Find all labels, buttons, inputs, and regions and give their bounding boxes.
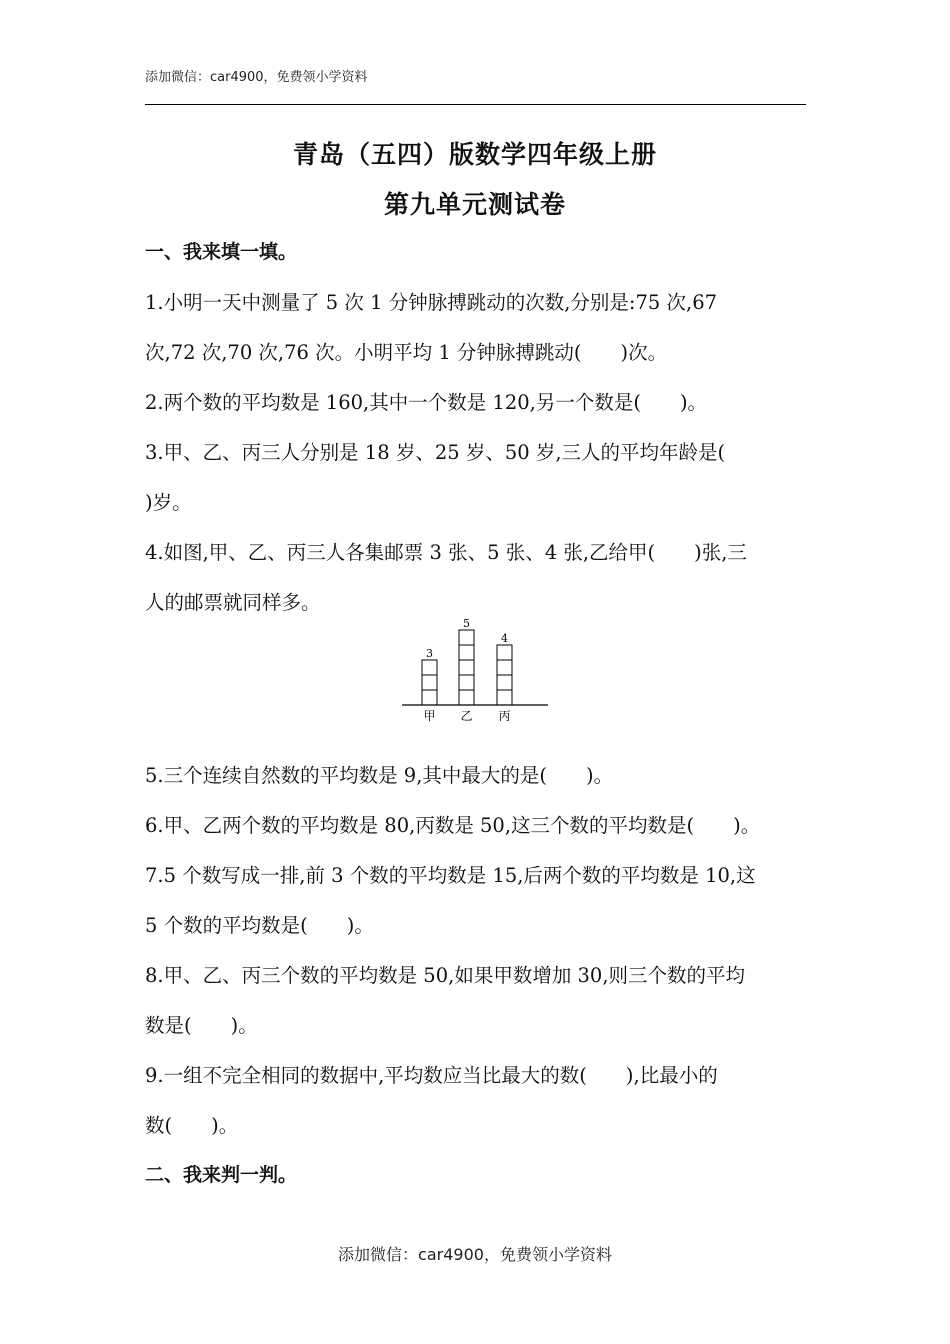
header-rule — [145, 104, 806, 105]
stamp-square-乙-5 — [459, 630, 474, 645]
stamp-square-丙-1 — [497, 690, 512, 705]
footer-note: 添加微信：car4900，免费领小学资料 — [338, 1245, 612, 1264]
stamp-square-乙-3 — [459, 660, 474, 675]
question-5: 5.三个连续自然数的平均数是 9,其中最大的是( )。 — [145, 764, 614, 787]
question-6: 6.甲、乙两个数的平均数是 80,丙数是 50,这三个数的平均数是( )。 — [145, 814, 761, 837]
section-heading-fill: 一、我来填一填。 — [145, 241, 298, 263]
page-subtitle: 第九单元测试卷 — [383, 190, 566, 219]
section-heading-judge: 二、我来判一判。 — [145, 1164, 298, 1186]
stamp-square-乙-4 — [459, 645, 474, 660]
category-label: 乙 — [460, 709, 473, 723]
question-1-line-2: 次,72 次,70 次,76 次。小明平均 1 分钟脉搏跳动( )次。 — [145, 341, 668, 364]
question-7-line-1: 7.5 个数写成一排,前 3 个数的平均数是 15,后两个数的平均数是 10,这 — [145, 864, 756, 887]
question-4-line-2: 人的邮票就同样多。 — [145, 591, 321, 614]
question-8-line-1: 8.甲、乙、丙三个数的平均数是 50,如果甲数增加 30,则三个数的平均 — [145, 964, 746, 987]
bar-value-label: 5 — [463, 617, 470, 630]
stamp-square-乙-1 — [459, 690, 474, 705]
category-label: 甲 — [423, 709, 436, 723]
stamp-square-丙-2 — [497, 675, 512, 690]
question-3-line-1: 3.甲、乙、丙三人分别是 18 岁、25 岁、50 岁,三人的平均年龄是( — [145, 441, 726, 464]
question-2: 2.两个数的平均数是 160,其中一个数是 120,另一个数是( )。 — [145, 391, 708, 414]
page-title: 青岛（五四）版数学四年级上册 — [292, 140, 657, 169]
stamp-square-甲-1 — [422, 690, 437, 705]
question-4-line-1: 4.如图,甲、乙、丙三人各集邮票 3 张、5 张、4 张,乙给甲( )张,三 — [145, 541, 747, 564]
bar-value-label: 3 — [426, 647, 433, 660]
stamp-chart — [400, 615, 550, 727]
question-9-line-2: 数( )。 — [145, 1114, 239, 1137]
question-8-line-2: 数是( )。 — [145, 1014, 258, 1037]
question-1-line-1: 1.小明一天中测量了 5 次 1 分钟脉搏跳动的次数,分别是:75 次,67 — [145, 291, 718, 314]
stamp-square-甲-3 — [422, 660, 437, 675]
stamp-square-甲-2 — [422, 675, 437, 690]
header-note: 添加微信：car4900，免费领小学资料 — [145, 70, 368, 85]
question-3-line-2: )岁。 — [145, 491, 192, 514]
question-7-line-2: 5 个数的平均数是( )。 — [145, 914, 374, 937]
stamp-square-乙-2 — [459, 675, 474, 690]
question-9-line-1: 9.一组不完全相同的数据中,平均数应当比最大的数( ),比最小的 — [145, 1064, 718, 1087]
bar-value-label: 4 — [501, 632, 508, 645]
category-label: 丙 — [498, 709, 511, 723]
stamp-square-丙-3 — [497, 660, 512, 675]
stamp-square-丙-4 — [497, 645, 512, 660]
